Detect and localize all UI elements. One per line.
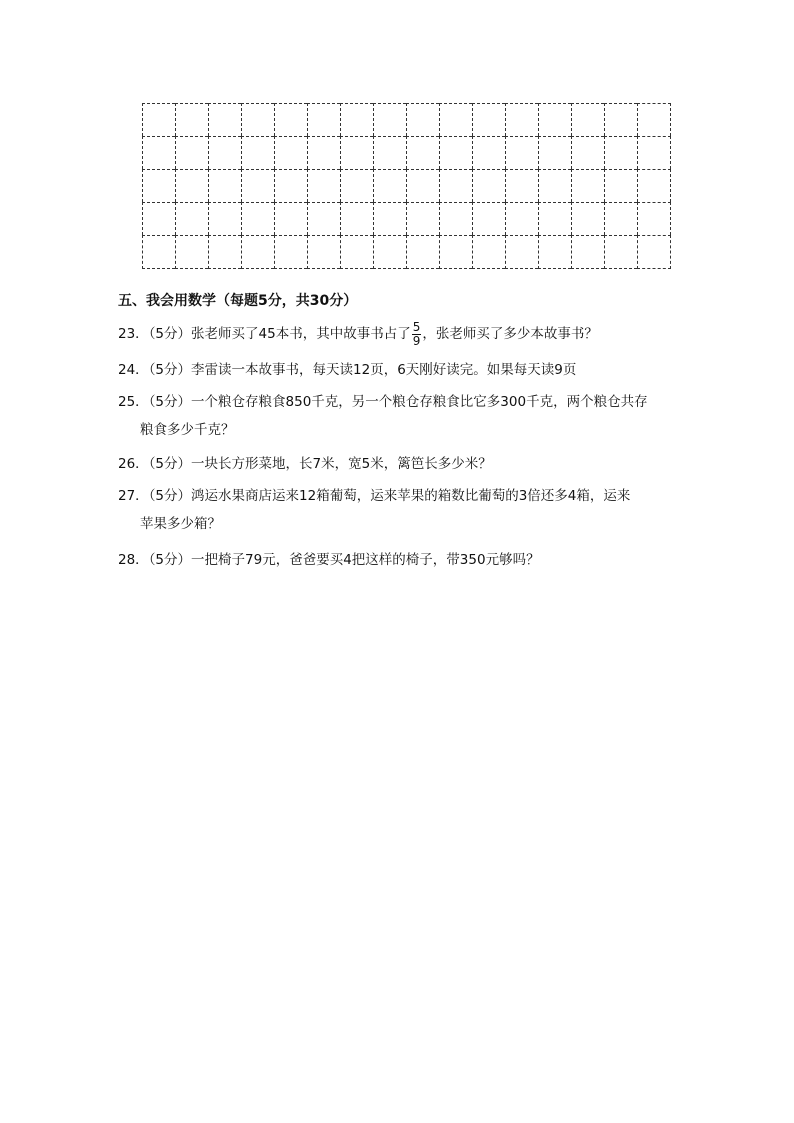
- grid-cell: [538, 103, 571, 136]
- grid-cell: [439, 235, 472, 269]
- grid-cell: [505, 235, 538, 269]
- question-number: 25．: [118, 394, 149, 410]
- grid-cell: [538, 202, 571, 235]
- grid-cell: [406, 136, 439, 169]
- grid-cell: [142, 103, 175, 136]
- section-title: 五、我会用数学（每题5分，共30分）: [118, 293, 358, 309]
- question-text: 一个粮仓存粮食850千克，另一个粮仓存粮食比它多300千克，两个粮仓共存: [191, 394, 648, 410]
- grid-cell: [439, 103, 472, 136]
- grid-cell: [373, 202, 406, 235]
- grid-row: [142, 202, 671, 235]
- question-24: [118, 356, 576, 384]
- question-28: [118, 546, 540, 574]
- grid-row: [142, 136, 671, 169]
- grid-cell: [406, 169, 439, 202]
- grid-cell: [274, 136, 307, 169]
- grid-cell: [175, 136, 208, 169]
- grid-cell: [340, 235, 373, 269]
- question-score: （5分）: [148, 456, 192, 472]
- question-number: 23．: [118, 326, 149, 342]
- grid-cell: [208, 103, 241, 136]
- grid-cell: [175, 103, 208, 136]
- grid-cell: [373, 235, 406, 269]
- answer-grid: [142, 103, 671, 269]
- grid-row: [142, 235, 671, 269]
- question-text: 鸿运水果商店运来12箱葡萄，运来苹果的箱数比葡萄的3倍还多4箱，运来: [191, 488, 631, 504]
- grid-cell: [571, 202, 604, 235]
- question-text: 李雷读一本故事书，每天读12页，6天刚好读完。如果每天读9页: [191, 362, 577, 378]
- grid-cell: [208, 235, 241, 269]
- grid-cell: [571, 235, 604, 269]
- grid-cell: [208, 202, 241, 235]
- grid-cell: [439, 136, 472, 169]
- grid-cell: [637, 202, 671, 235]
- grid-cell: [307, 202, 340, 235]
- grid-cell: [241, 202, 274, 235]
- question-27: [118, 482, 630, 538]
- grid-cell: [175, 202, 208, 235]
- grid-cell: [373, 103, 406, 136]
- grid-cell: [538, 136, 571, 169]
- grid-cell: [307, 169, 340, 202]
- grid-row: [142, 103, 671, 136]
- grid-cell: [571, 136, 604, 169]
- grid-cell: [571, 169, 604, 202]
- question-score: （5分）: [148, 362, 192, 378]
- grid-cell: [175, 235, 208, 269]
- question-text-continued: 粮食多少千克？: [140, 422, 235, 438]
- grid-cell: [406, 103, 439, 136]
- question-text: 一把椅子79元，爸爸要买4把这样的椅子，带350元够吗？: [191, 552, 540, 568]
- question-number: 24．: [118, 362, 149, 378]
- grid-cell: [538, 235, 571, 269]
- fraction-numerator: 5: [412, 319, 421, 334]
- grid-cell: [604, 136, 637, 169]
- grid-cell: [505, 103, 538, 136]
- question-score: （5分）: [148, 394, 192, 410]
- grid-row: [142, 169, 671, 202]
- grid-cell: [274, 169, 307, 202]
- question-23: [118, 320, 598, 348]
- question-score: （5分）: [148, 552, 192, 568]
- question-score: （5分）: [148, 326, 192, 342]
- grid-cell: [439, 202, 472, 235]
- grid-cell: [241, 103, 274, 136]
- question-text-after: ，张老师买了多少本故事书？: [422, 326, 598, 342]
- grid-cell: [472, 103, 505, 136]
- grid-cell: [142, 169, 175, 202]
- question-text: 张老师买了45本书，其中故事书占了: [191, 326, 411, 342]
- grid-cell: [340, 136, 373, 169]
- grid-cell: [241, 235, 274, 269]
- grid-cell: [406, 235, 439, 269]
- grid-cell: [505, 169, 538, 202]
- grid-cell: [637, 136, 671, 169]
- grid-cell: [604, 169, 637, 202]
- grid-cell: [604, 235, 637, 269]
- question-number: 26．: [118, 456, 149, 472]
- question-score: （5分）: [148, 488, 192, 504]
- grid-cell: [505, 136, 538, 169]
- answer-grid-body: [142, 103, 671, 269]
- question-number: 27．: [118, 488, 149, 504]
- question-25: [118, 388, 648, 444]
- grid-cell: [274, 235, 307, 269]
- grid-cell: [142, 235, 175, 269]
- grid-cell: [274, 103, 307, 136]
- grid-cell: [604, 202, 637, 235]
- fraction-denominator: 9: [412, 333, 421, 348]
- grid-cell: [406, 202, 439, 235]
- grid-cell: [241, 136, 274, 169]
- grid-cell: [637, 103, 671, 136]
- grid-cell: [142, 136, 175, 169]
- grid-cell: [472, 235, 505, 269]
- grid-cell: [472, 169, 505, 202]
- question-number: 28．: [118, 552, 149, 568]
- grid-cell: [307, 136, 340, 169]
- fraction: [412, 321, 422, 348]
- grid-cell: [307, 103, 340, 136]
- grid-cell: [505, 202, 538, 235]
- grid-cell: [439, 169, 472, 202]
- grid-cell: [208, 136, 241, 169]
- grid-cell: [637, 235, 671, 269]
- grid-cell: [472, 202, 505, 235]
- grid-cell: [472, 136, 505, 169]
- grid-cell: [538, 169, 571, 202]
- grid-cell: [373, 136, 406, 169]
- question-26: [118, 450, 492, 478]
- question-text: 一块长方形菜地，长7米，宽5米，篱笆长多少米？: [191, 456, 492, 472]
- grid-cell: [340, 103, 373, 136]
- grid-cell: [208, 169, 241, 202]
- grid-cell: [340, 169, 373, 202]
- grid-cell: [175, 169, 208, 202]
- grid-cell: [307, 235, 340, 269]
- grid-cell: [142, 202, 175, 235]
- grid-cell: [274, 202, 307, 235]
- grid-cell: [637, 169, 671, 202]
- grid-cell: [241, 169, 274, 202]
- grid-cell: [604, 103, 637, 136]
- grid-cell: [571, 103, 604, 136]
- grid-cell: [373, 169, 406, 202]
- grid-cell: [340, 202, 373, 235]
- question-text-continued: 苹果多少箱？: [140, 516, 221, 532]
